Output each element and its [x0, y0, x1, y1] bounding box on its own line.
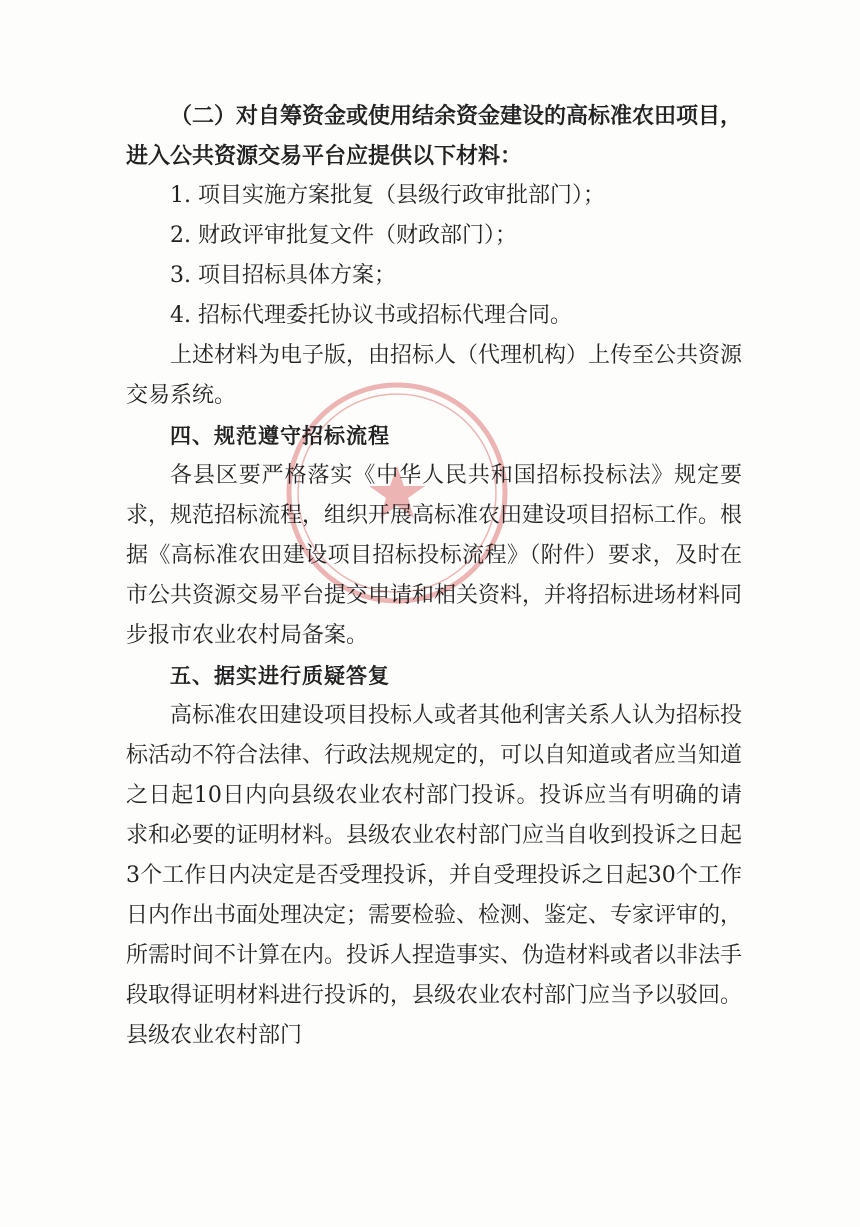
- material-item-4: 4. 招标代理委托协议书或招标代理合同。: [170, 303, 572, 328]
- subsection-heading-self-funded: （二）对自筹资金或使用结余资金建设的高标准农田项目，进入公共资源交易平台应提供以下材料：: [126, 103, 743, 169]
- material-item-2: 2. 财政评审批复文件（财政部门）；: [170, 223, 517, 248]
- materials-note: 上述材料为电子版，由招标人（代理机构）上传至公共资源交易系统。: [126, 343, 743, 408]
- section-heading-4: 四、规范遵守招标流程: [170, 424, 390, 448]
- material-item-1: 1. 项目实施方案批复（县级行政审批部门）；: [170, 183, 605, 208]
- document-body: [126, 96, 742, 1056]
- section-5-body: 高标准农田建设项目投标人或者其他利害关系人认为招标投标活动不符合法律、行政法规规定的，可以自知道或者应当知道之日起10日内向县级农业农村部门投诉。投诉应当有明确的请求和必要的证明材料。县级农业农村部门应当自收到投诉之日起3个工作日内决定是否受理投诉，并自受理投诉之日起30个工作日内作出书面处理决定；需要检验、检测、鉴定、专家评审的，所需时间不计算在内。投诉人捏造事实、伪造材料或者以非法手段取得证明材料进行投诉的，县级农业农村部门应当予以驳回。县级农业农村部门: [126, 703, 743, 1048]
- section-4-body: 各县区要严格落实《中华人民共和国招标投标法》规定要求，规范招标流程，组织开展高标准农田建设项目招标工作。根据《高标准农田建设项目招标投标流程》（附件）要求，及时在市公共资源交易平台提交申请和相关资料，并将招标进场材料同步报市农业农村局备案。: [126, 463, 743, 648]
- material-item-3: 3. 项目招标具体方案；: [170, 263, 396, 288]
- section-heading-5: 五、据实进行质疑答复: [170, 664, 390, 688]
